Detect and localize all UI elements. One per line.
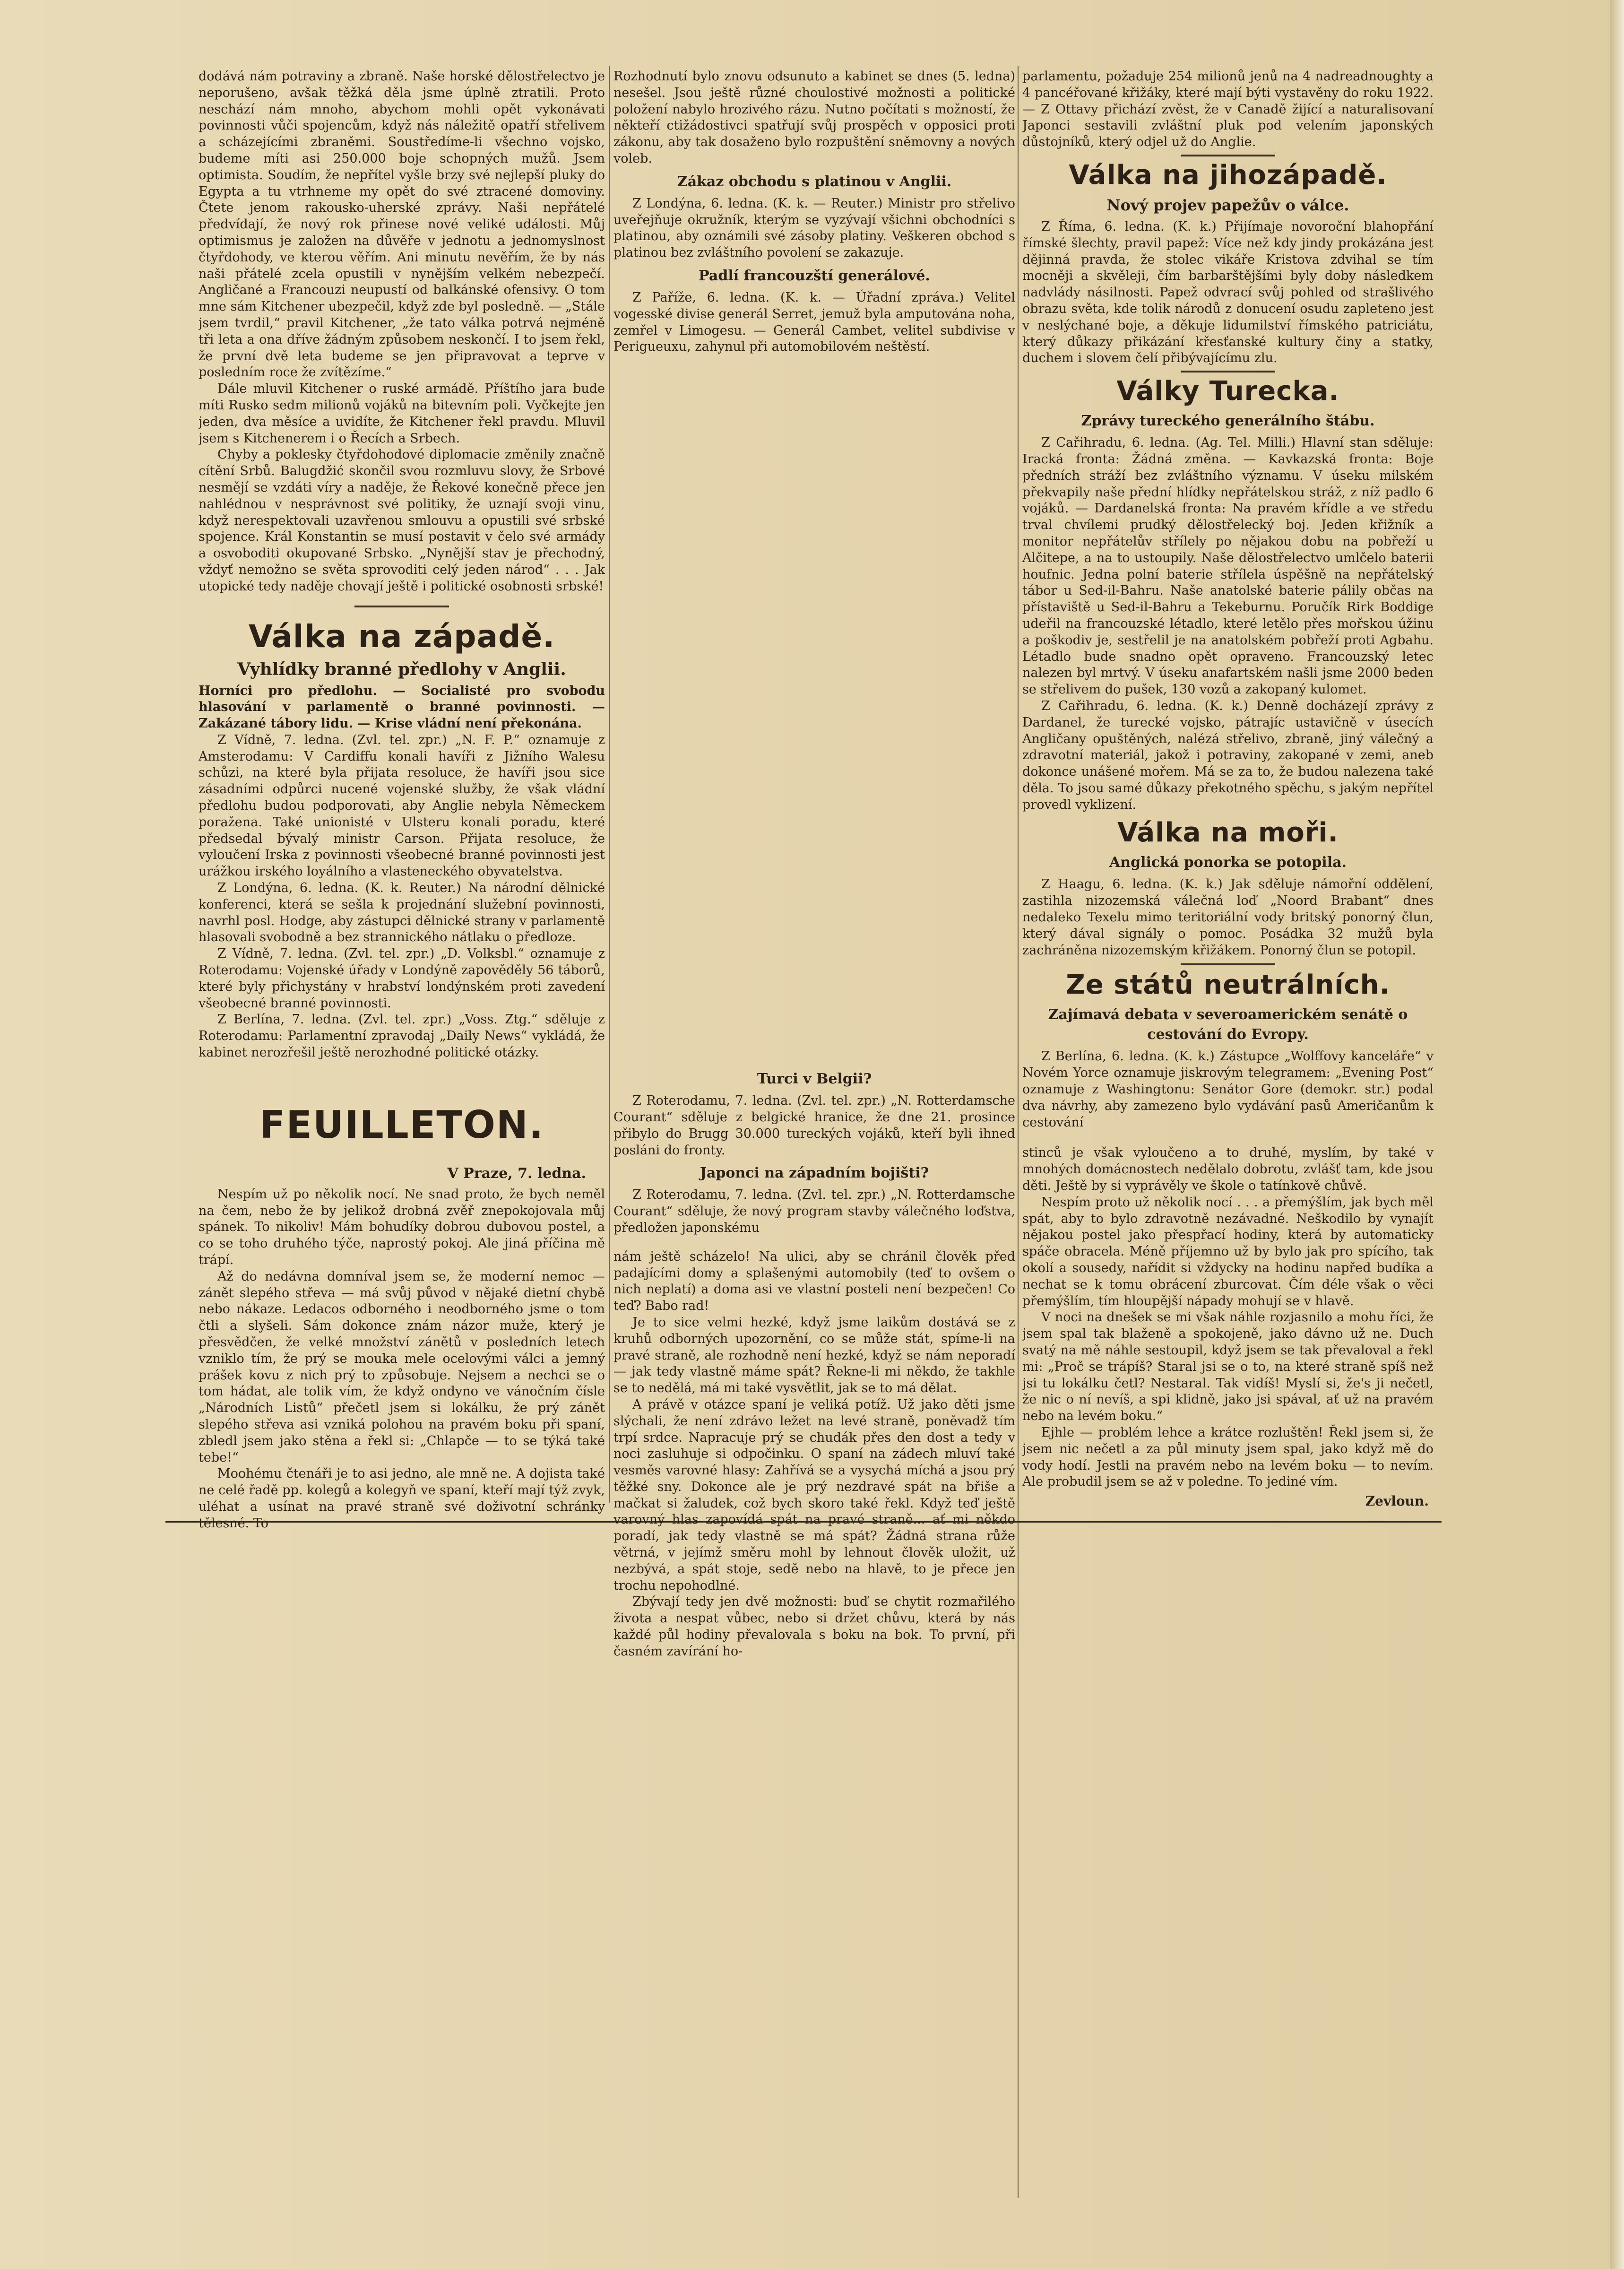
feuilleton-title: FEUILLETON.: [259, 1102, 544, 1147]
article-heading: Zákaz obchodu s platinou v Anglii.: [677, 173, 952, 190]
section-heading-southwest: Válka na jihozápadě.: [1069, 159, 1387, 191]
article-text: Chyby a poklesky čtyřdohodové diplomacie změnily značně cítění Srbů. Balugdžić skončil svou rozmluvu slovy, že Srbové nesmějí se vzdáti víry a naděje, že Řekové konečně přece jen nahlédnou v nesprávnost své politiky, že uznají svoji vinu, když nerespektovali uzavřenou smlouvu a opustili své srbské spojence. Král Konstantin se musí postavit v čelo své armády a osvoboditi okupované Srbsko. „Nynější stav je přechodný, vždyť nemožno se světa sprovoditi celý jeden národ“ . . . Jak utopické tedy naděje chovají ještě i politické osobnosti srbské!: [199, 447, 605, 594]
separator: [1181, 963, 1275, 965]
article-heading: Turci v Belgii?: [757, 1071, 872, 1088]
article-text: Z Londýna, 6. ledna. (K. k. Reuter.) Na národní dělnické konferenci, která se sešla k projednání služební povinnosti, navrhl posl. Hodge, aby zástupci dělnické strany v parlamentě hlasovali svobodně a bez strannického nátlaku o předloze.: [199, 881, 605, 945]
article-heading: Zprávy tureckého generálního štábu.: [1081, 413, 1375, 430]
blank-censored-area: [613, 355, 1015, 1065]
article-heading: Japonci na západním bojišti?: [700, 1165, 929, 1182]
column-rule: [1018, 66, 1019, 2198]
article-text: Rozhodnutí bylo znovu odsunuto a kabinet se dnes (5. ledna) nesešel. Jsou ještě různé choulostivé možnosti a politické položení nabylo hrozivého rázu. Nutno počítati s možností, že někteří ctižádostivci spatřují svůj prospěch v opposici proti zákonu, aby tak dosaženo bylo rozpuštění sněmovny a nových voleb.: [613, 69, 1015, 166]
article-heading: Anglická ponorka se potopila.: [1109, 854, 1347, 871]
article-heading: Nový projev papežův o válce.: [1106, 196, 1349, 214]
article-text: Z Paříže, 6. ledna. (K. k. — Úřadní zpráva.) Velitel vogesské divise generál Serret, jemuž byla amputována noha, zemřel v Limogesu. — Generál Cambet, velitel subdivise v Perigueuxu, zahynul při automobilovém neštěstí.: [613, 290, 1015, 355]
separator: [1181, 371, 1275, 372]
article-text: Z Roterodamu, 7. ledna. (Zvl. tel. zpr.) „N. Rotterdamsche Courant“ sděluje, že nový program stavby válečného loďstva, předložen japonskému: [613, 1187, 1015, 1235]
feuilleton-text: Nespím už po několik nocí. Ne snad proto, že bych neměl na čem, nebo že by jelikož drobná zvěř znepokojovala můj spánek. To nikoliv! Mám bohudíky dobrou dubovou postel, a co se toho druhého týče, naprostý pokoj. Ale jiná příčina mě trápí.: [199, 1186, 605, 1268]
article-text: Z Roterodamu, 7. ledna. (Zvl. tel. zpr.) „N. Rotterdamsche Courant“ sděluje z belgické hranice, že dne 21. prosince přibylo do Brugg 30.000 tureckých vojáků, kteří byli ihned posláni do fronty.: [613, 1093, 1015, 1158]
feuilleton-signature: Zevloun.: [1365, 1493, 1429, 1509]
feuilleton-text: Ejhle — problém lehce a krátce rozluštěn! Řekl jsem si, že jsem nic nečetl a za půl minuty jsem spal, jako když mě do vody hodí. Jestli na pravém nebo na levém boku — to nevím. Ale probudil jsem se až v poledne. To jediné vím.: [1022, 1425, 1434, 1490]
article-lead: Horníci pro předlohu. — Socialisté pro svobodu hlasování v parlamentě o branné povinnosti. — Zakázané tábory lidu. — Krise vládní není překonána.: [199, 683, 605, 731]
column-3: [1022, 69, 1434, 2215]
article-text: Dále mluvil Kitchener o ruské armádě. Příštího jara bude míti Rusko sedm milionů vojáků na bitevním poli. Vyčkejte jen jeden, dva měsíce a uvidíte, že Kitchener řekl pravdu. Mluvil jsem s Kitchenerem i o Řecích a Srbech.: [199, 381, 605, 446]
article-text: Z Berlína, 6. ledna. (K. k.) Zástupce „Wolffovy kanceláře“ v Novém Yorce oznamuje jiskrovým telegramem: „Evening Post“ oznamuje z Washingtonu: Senátor Gore (demokr. str.) podal dva návrhy, aby zamezeno bylo vydávání pasů Američanům k cestování: [1022, 1049, 1434, 1130]
feuilleton-text: Je to sice velmi hezké, když jsme laikům dostává se z kruhů odborných upozornění, co se může stát, spíme-li na pravé straně, ale rozhodně není hezké, když se nám neporadí — jak tedy vlastně máme spát? Řekne-li mi někdo, že takhle se to nedělá, má mi také vysvětlit, jak se to má dělat.: [613, 1315, 1015, 1396]
article-text: Z Londýna, 6. ledna. (K. k. — Reuter.) Ministr pro střelivo uveřejňuje okružník, kterým se vyzývají všichni obchodníci s platinou, aby oznámili své zásoby platiny. Veškeren obchod s platinou bez zvláštního povolení se zakazuje.: [613, 196, 1015, 260]
feuilleton-text: Až do nedávna domníval jsem se, že moderní nemoc — zánět slepého střeva — má svůj původ v nějaké dietní chybě nebo nákaze. Ledacos odborného i neodborného jsme o tom čtli a slyšeli. Sám dokonce znám názor muže, který je přesvědčen, že velké množství zánětů v posledních letech vzniklo tím, že prý se mouka mele ocelovými válci a jemný prášek kovu z nich prý to způsobuje. Nejsem a nechci se o tom hádat, ale tolik vím, že když ondyno ve vánočním čísle „Národních Listů“ přečetl jsem si lokálku, že prý zánět slepého střeva asi vzniká polohou na pravém boku při spaní, zbledl jsem jako stěna a řekl si: „Chlapče — to se týká také tebe!“: [199, 1269, 605, 1465]
section-heading-turkey: Války Turecka.: [1116, 376, 1339, 407]
article-text: Z Cařihradu, 6. ledna. (K. k.) Denně docházejí zprávy z Dardanel, že turecké vojsko, pátrajíc ustavičně v úsecích Angličany opuštěných, nalézá střelivo, zbraně, jiný válečný a zdravotní materiál, jakož i potraviny, zakopané v zemi, aneb dokonce unášené mořem. Má se za to, že budou nalezena také děla. To jsou samé důkazy překotného spěchu, s jakým nepřítel provedl vyklizení.: [1022, 698, 1434, 812]
article-text: parlamentu, požaduje 254 milionů jenů na 4 nadreadnoughty a 4 pancéřované křižáky, které mají býti vystavěny do roku 1922. — Z Ottavy přichází zvěst, že v Canadě žijící a naturalisovaní Japonci sestavili zvláštní pluk pod velením japonských důstojníků, který odjel už do Anglie.: [1022, 69, 1434, 150]
column-rule: [609, 66, 610, 1503]
article-heading: Padlí francouzští generálové.: [699, 267, 930, 284]
section-heading-west: Válka na západě.: [248, 618, 555, 655]
column-2: [613, 69, 1015, 2215]
article-text: Z Haagu, 6. ledna. (K. k.) Jak sděluje námořní oddělení, zastihla nizozemská válečná loď „Noord Brabant“ dnes nedaleko Texelu mimo teritoriální vody britský ponorný člun, který dával signály o pomoc. Posádka 32 mužů byla zachráněna nizozemským křižákem. Ponorný člun se potopil.: [1022, 877, 1434, 958]
feuilleton-text: V noci na dnešek se mi však náhle rozjasnilo a mohu říci, že jsem spal tak blaženě a spokojeně, jako dávno už ne. Duch svatý na mě náhle sestoupil, když jsem se tak převaloval a řekl mi: „Proč se trápíš? Staral jsi se o to, na které straně spíš než jsi tu lokálku četl? Nestaral. Tak vidíš! Myslí si, že's ji nečetl, že nic o ní nevíš, a spi klidně, jako jsi spával, ať už na pravém nebo na levém boku.“: [1022, 1310, 1434, 1424]
article-text: Z Říma, 6. ledna. (K. k.) Přijímaje novoroční blahopřání římské šlechty, pravil papež: Více než kdy jindy prokázána jest dějinná pravda, že stolec vikáře Kristova zdvihal se tím mocněji a skvěleji, čím barbarštějšími byly doby následkem nadvlády násilnosti. Papež odvrací svůj pohled od strašlivého obrazu světa, kde tolik národů z donucení osudu zapleteno jest v neslýchané boje, a děkuje lidumilství římského patriciátu, který důkazy přikázání křesťanské kultury činy a statky, duchem i slovem čelí přibývajícímu zlu.: [1022, 219, 1434, 366]
feuilleton-dateline: V Praze, 7. ledna.: [447, 1165, 586, 1182]
separator: [354, 606, 449, 607]
feuilleton-text: Moohému čtenáři je to asi jedno, ale mně ne. A dojista také ne celé řadě pp. kolegů a kolegyň ve spaní, kteří mají týž zvyk, uléhat a usínat na pravé straně své doživotní schránky tělesné. To: [199, 1466, 605, 1531]
feuilleton-text: Zbývají tedy jen dvě možnosti: buď se chytit rozmařilého života a nespat vůbec, nebo si držet chůvu, která by nás každé půl hodiny převalovala s boku na bok. To první, při časném zavírání ho-: [613, 1594, 1015, 1659]
article-text: Z Vídně, 7. ledna. (Zvl. tel. zpr.) „D. Volksbl.“ oznamuje z Roterodamu: Vojenské úřady v Londýně zapověděly 56 táborů, které byly přichystány v hrabství londýnském proti zavedení všeobecné branné povinnosti.: [199, 946, 605, 1011]
section-heading-neutral: Ze států neutrálních.: [1066, 970, 1390, 1001]
article-text: Z Cařihradu, 6. ledna. (Ag. Tel. Milli.) Hlavní stan sděluje: Iracká fronta: Žádná změna. — Kavkazská fronta: Boje předních stráží bez zvláštního významu. V úseku milském překvapily naše přední hlídky nepřátelskou stráž, z níž padlo 6 vojáků. — Dardanelská fronta: Na pravém křídle a ve středu trval chvílemi prudký dělostřelecký boj. Jeden křižník a monitor nepřátelův střílely po nějakou dobu na pobřeží u Alčitepe, a na to ustoupily. Naše dělostřelectvo umlčelo baterii houfnic. Jedna polní baterie střílela úspěšně na nepřátelský tábor u Sed-il-Bahru. Naše anatolské baterie pálily občas na přístaviště u Sed-il-Bahru a Tekeburnu. Poručík Rirk Boddige udeřil na francouzské létadlo, které letělo přes mořskou úžinu a poškodiv je, sestřelil je na anatolském pobřeží proti Agbahu. Létadlo bude snadno opět opraveno. Francouzský letec nalezen byl mrtvý. V úseku anafartském našli jsme 2000 beden se střelivem do pušek, 130 vozů a zakopaný kulomet.: [1022, 435, 1434, 697]
column-1: [199, 69, 605, 2215]
feuilleton-text: A právě v otázce spaní je veliká potíž. Už jako děti jsme slýchali, že není zdrávo ležet na levé straně, poněvadž tím trpí srdce. Napracuje prý se chudák přes den dost a tedy v noci zasluhuje si odpočinku. O spaní na zádech mluví také vesměs varovné hlasy: Zahřívá se a vysychá míchá a jsou prý těžké sny. Dokonce ale je prý nezdravé spát na břiše a mačkat si žaludek, což bych skoro také řekl. Když teď ještě varovný hlas zapovídá spát na pravé straně... ať mi někdo poradí, jak tedy vlastně se má spát? Žádná strana růže větrná, v jejímž směru mohl by lehnout člověk uložit, už nezbývá, a spát stoje, sedě nebo na hlavě, to je přece jen trochu nepohodlné.: [613, 1397, 1015, 1593]
article-text: Z Vídně, 7. ledna. (Zvl. tel. zpr.) „N. F. P.“ oznamuje z Amsterodamu: V Cardiffu konali havíři z Jižního Walesu schůzi, na které byla přijata resoluce, že havíři jsou sice zásadními odpůrci nucené vojenské služby, že však vládní předlohu budou podporovati, aby Anglie nebyla Německem poražena. Také unionisté v Ulsteru konali poradu, které předsedal bývalý ministr Carson. Přijata resoluce, že vyloučení Irska z povinnosti všeobecné branné povinnosti jest urážkou irského loyálního a vlasteneckého obyvatelstva.: [199, 732, 605, 879]
article-heading: Zajímavá debata v severoamerickém senátě o cestování do Evropy.: [1048, 1006, 1408, 1043]
feuilleton-text: nám ještě scházelo! Na ulici, aby se chránil člověk před padajícími domy a splašenými automobily (teď to ovšem o nich neplatí) a doma asi ve vlastní posteli není bezpečen! Co teď? Babo rad!: [613, 1249, 1015, 1314]
article-text: dodává nám potraviny a zbraně. Naše horské dělostřelectvo je neporušeno, avšak těžká děla jsme úplně ztratili. Proto neschází nám mnoho, abychom mohli opět vykonávati povinnosti vůči spojencům, když nás náležitě opatří střelivem a scházejícími zbraněmi. Soustředíme-li všechno vojsko, budeme míti asi 250.000 boje schopných mužů. Jsem optimista. Soudím, že nepřítel vyšle brzy své nejlepší pluky do Egypta a tu vtrhneme my opět do své ztracené domoviny. Čtete jenom rakousko-uherské zprávy. Naši nepřátelé předvídají, že nový rok přinese nové veliké události. Můj optimismus je založen na důvěře v jednotu a jednomyslnost čtyřdohody, ve kterou věřím. Ani minutu nevěřím, že by nás naši přátelé zcela opustili v nynějším velkém nebezpečí. Angličané a Francouzi neupustí od balkánské ofensivy. O tom mne sám Kitchener ubezpečil, když zde byl posledně. — „Stále jsem tvrdil,“ pravil Kitchener, „že tato válka potrvá nejméně tři leta a ona dříve žádným způsobem neskončí. I to jsem řekl, že první dvě leta budeme se jen připravovat a teprve v posledním roce že zvítězíme.“: [199, 69, 605, 380]
article-text: Z Berlína, 7. ledna. (Zvl. tel. zpr.) „Voss. Ztg.“ sděluje z Roterodamu: Parlamentní zpravodaj „Daily News“ vykládá, že kabinet nerozřešil ještě nerozhodné politické otázky.: [199, 1012, 605, 1060]
feuilleton-text: stinců je však vyloučeno a to druhé, myslím, by také v mnohých domácnostech nedělalo dobrotu, zvlášť tam, kde jsou děti. Ještě by si vyprávěly ve škole o tatínkově chůvě.: [1022, 1145, 1434, 1194]
separator: [1181, 155, 1275, 156]
page-edge: [1610, 0, 1624, 2269]
article-heading: Vyhlídky branné předlohy v Anglii.: [237, 659, 566, 679]
feuilleton-text: Nespím proto už několik nocí . . . a přemýšlím, jak bych měl spát, aby to bylo zdravotně nezávadné. Neškodilo by vynajít nějakou postel jako přespřací hodiny, která by automaticky spáče obracela. Méně příjemno už by bylo jak pro spícího, tak okolí a sousedy, nařídit si vždycky na hodinu napřed budíka a nechat se k tomu obrácení zburcovat. Čím déle však o věci přemýšlím, tím hloupější nápady mohují se v hlavě.: [1022, 1195, 1434, 1308]
section-heading-sea: Válka na moři.: [1117, 817, 1339, 849]
